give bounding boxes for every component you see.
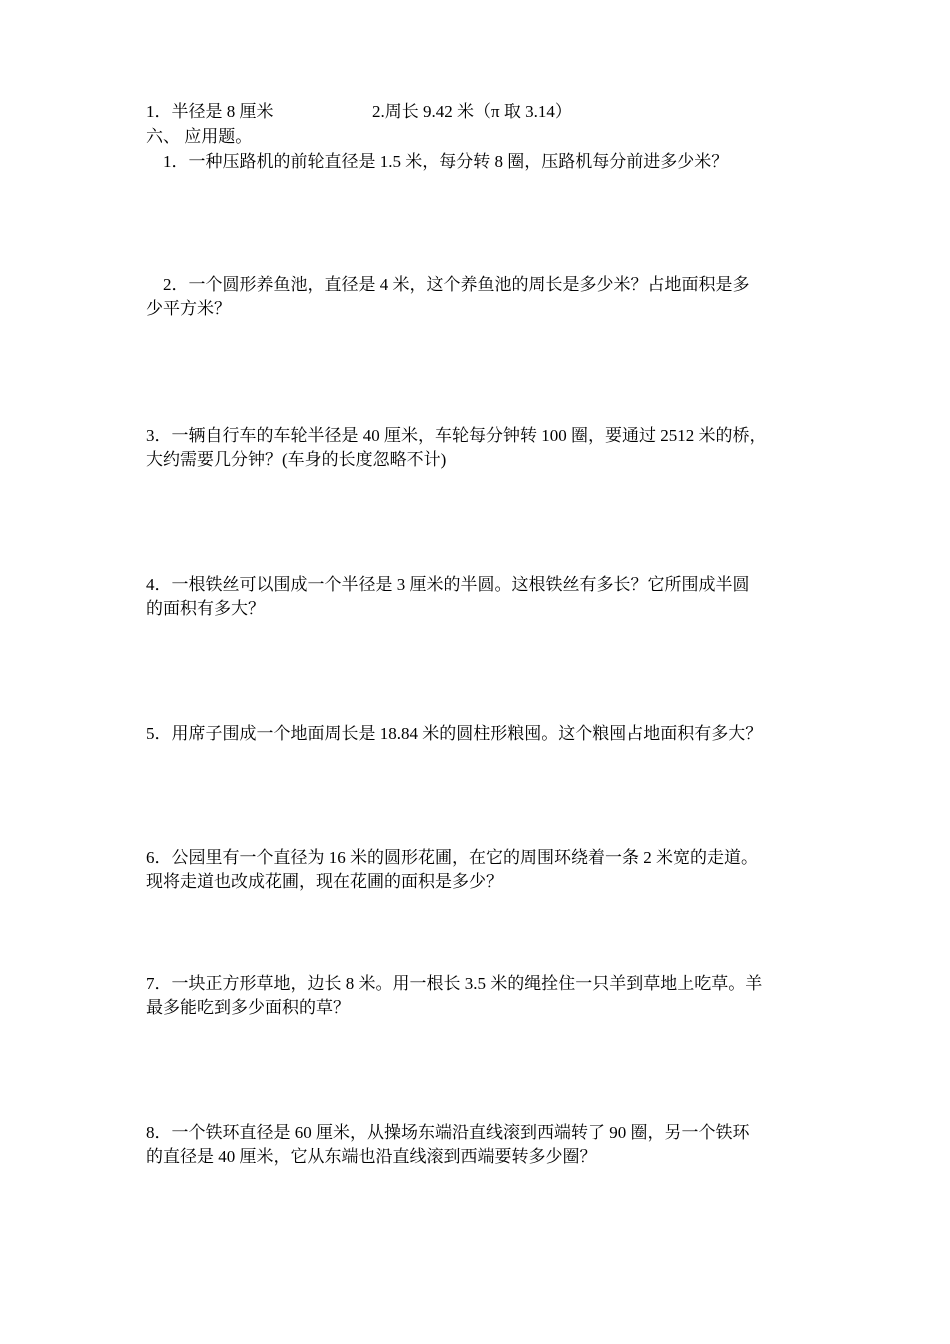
question-6 [146, 846, 826, 894]
top-items-row [146, 100, 826, 124]
question-5-line-1: 5．用席子围成一个地面周长是 18.84 米的圆柱形粮囤。这个粮囤占地面积有多大？ [146, 724, 763, 743]
question-8-line-1: 8．一个铁环直径是 60 厘米，从操场东端沿直线滚到西端转了 90 圈，另一个铁环 [146, 1123, 750, 1142]
question-6-line-2: 现将走道也改成花圃，现在花圃的面积是多少？ [146, 872, 503, 891]
question-1 [163, 150, 843, 174]
question-6-line-1: 6．公园里有一个直径为 16 米的圆形花圃，在它的周围环绕着一条 2 米宽的走道。 [146, 848, 758, 867]
question-8 [146, 1121, 826, 1169]
question-2 [146, 273, 826, 321]
question-4-line-2: 的面积有多大？ [146, 599, 265, 618]
question-3-line-2: 大约需要几分钟？(车身的长度忽略不计) [146, 450, 447, 469]
question-5 [146, 722, 826, 746]
question-4-line-1: 4．一根铁丝可以围成一个半径是 3 厘米的半圆。这根铁丝有多长？它所围成半圆 [146, 575, 750, 594]
question-7-line-2: 最多能吃到多少面积的草？ [146, 998, 350, 1017]
question-1-line-1: 1．一种压路机的前轮直径是 1.5 米，每分转 8 圈，压路机每分前进多少米？ [163, 152, 729, 171]
section-title: 六、 应用题。 [146, 127, 253, 146]
question-7-line-1: 7．一块正方形草地，边长 8 米。用一根长 3.5 米的绳拴住一只羊到草地上吃草。羊 [146, 974, 763, 993]
question-3-line-1: 3．一辆自行车的车轮半径是 40 厘米，车轮每分钟转 100 圈，要通过 2512 米的桥， [146, 426, 767, 445]
question-7 [146, 972, 826, 1020]
question-2-line-1: 2．一个圆形养鱼池，直径是 4 米，这个养鱼池的周长是多少米？占地面积是多 [163, 275, 750, 294]
question-8-line-2: 的直径是 40 厘米，它从东端也沿直线滚到西端要转多少圈？ [146, 1147, 597, 1166]
item-circumference: 2.周长 9.42 米（π 取 3.14） [372, 102, 572, 121]
item-radius: 1．半径是 8 厘米 [146, 102, 274, 121]
question-3 [146, 424, 826, 472]
question-2-line-2: 少平方米？ [146, 299, 231, 318]
question-4 [146, 573, 826, 621]
